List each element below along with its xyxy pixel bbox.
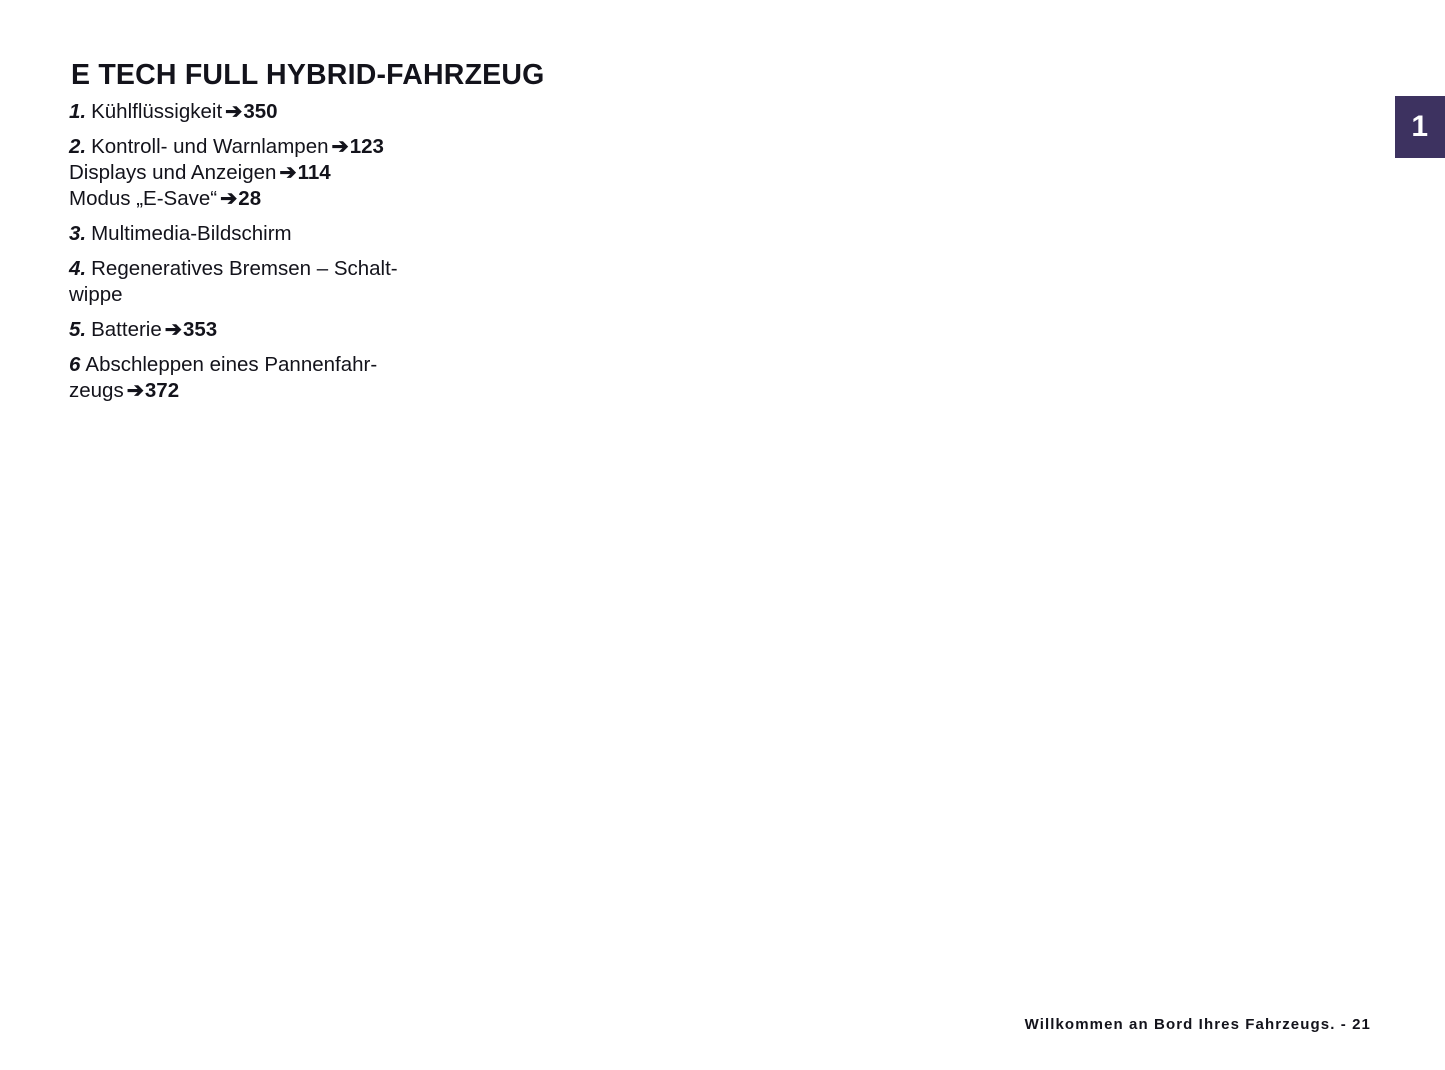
page-title: E TECH FULL HYBRID-FAHRZEUG <box>71 59 545 92</box>
list-item-line <box>69 100 278 123</box>
list-item-line <box>69 135 384 158</box>
list-item-label: Modus „E-Save“ <box>69 187 218 210</box>
list-item-label: wippe <box>69 283 123 306</box>
arrow-right-icon: ➔ <box>220 187 238 210</box>
arrow-right-icon: ➔ <box>164 318 182 341</box>
list-item-label: zeugs <box>69 379 124 402</box>
list-item-label: Displays und Anzeigen <box>69 161 277 184</box>
arrow-right-icon: ➔ <box>126 379 144 402</box>
arrow-right-icon: ➔ <box>225 100 243 123</box>
list-item-number: 4. <box>69 257 87 280</box>
list-item-number: 6 <box>69 353 81 376</box>
list-item-label: Abschleppen eines Pannenfahr- <box>85 353 378 376</box>
list-item-label: Kühlflüssigkeit <box>91 100 223 123</box>
list-item <box>69 99 499 125</box>
list-item <box>69 134 499 212</box>
list-item-line <box>69 222 292 245</box>
list-item-number: 1. <box>69 100 87 123</box>
list-item-label: Kontroll- und Warnlampen <box>91 135 329 158</box>
legend-item-list <box>69 99 499 413</box>
list-item-label: Multimedia-Bildschirm <box>91 222 292 245</box>
page-reference[interactable]: 350 <box>243 100 278 123</box>
list-item-line <box>69 378 499 404</box>
list-item <box>69 352 499 404</box>
list-item-line <box>69 353 377 376</box>
page-reference[interactable]: 28 <box>238 187 262 210</box>
page-reference[interactable]: 123 <box>349 135 384 158</box>
list-item-number: 5. <box>69 318 87 341</box>
list-item <box>69 221 499 247</box>
list-item-number: 3. <box>69 222 87 245</box>
chapter-tab-number: 1 <box>1411 110 1429 143</box>
list-item-label: Batterie <box>91 318 162 341</box>
list-item-line <box>69 186 499 212</box>
arrow-right-icon: ➔ <box>279 161 297 184</box>
page-reference[interactable]: 114 <box>297 161 331 184</box>
arrow-right-icon: ➔ <box>331 135 349 158</box>
list-item <box>69 256 499 308</box>
page-footer: Willkommen an Bord Ihres Fahrzeugs. - 21 <box>1024 1016 1371 1033</box>
chapter-tab <box>1395 96 1445 158</box>
page-reference[interactable]: 353 <box>182 318 218 341</box>
list-item <box>69 317 499 343</box>
list-item-number: 2. <box>69 135 87 158</box>
page-reference[interactable]: 372 <box>144 379 180 402</box>
list-item-line <box>69 282 499 308</box>
list-item-line <box>69 318 217 341</box>
list-item-label: Regeneratives Bremsen – Schalt- <box>91 257 398 280</box>
list-item-line <box>69 257 398 280</box>
list-item-line <box>69 160 499 186</box>
